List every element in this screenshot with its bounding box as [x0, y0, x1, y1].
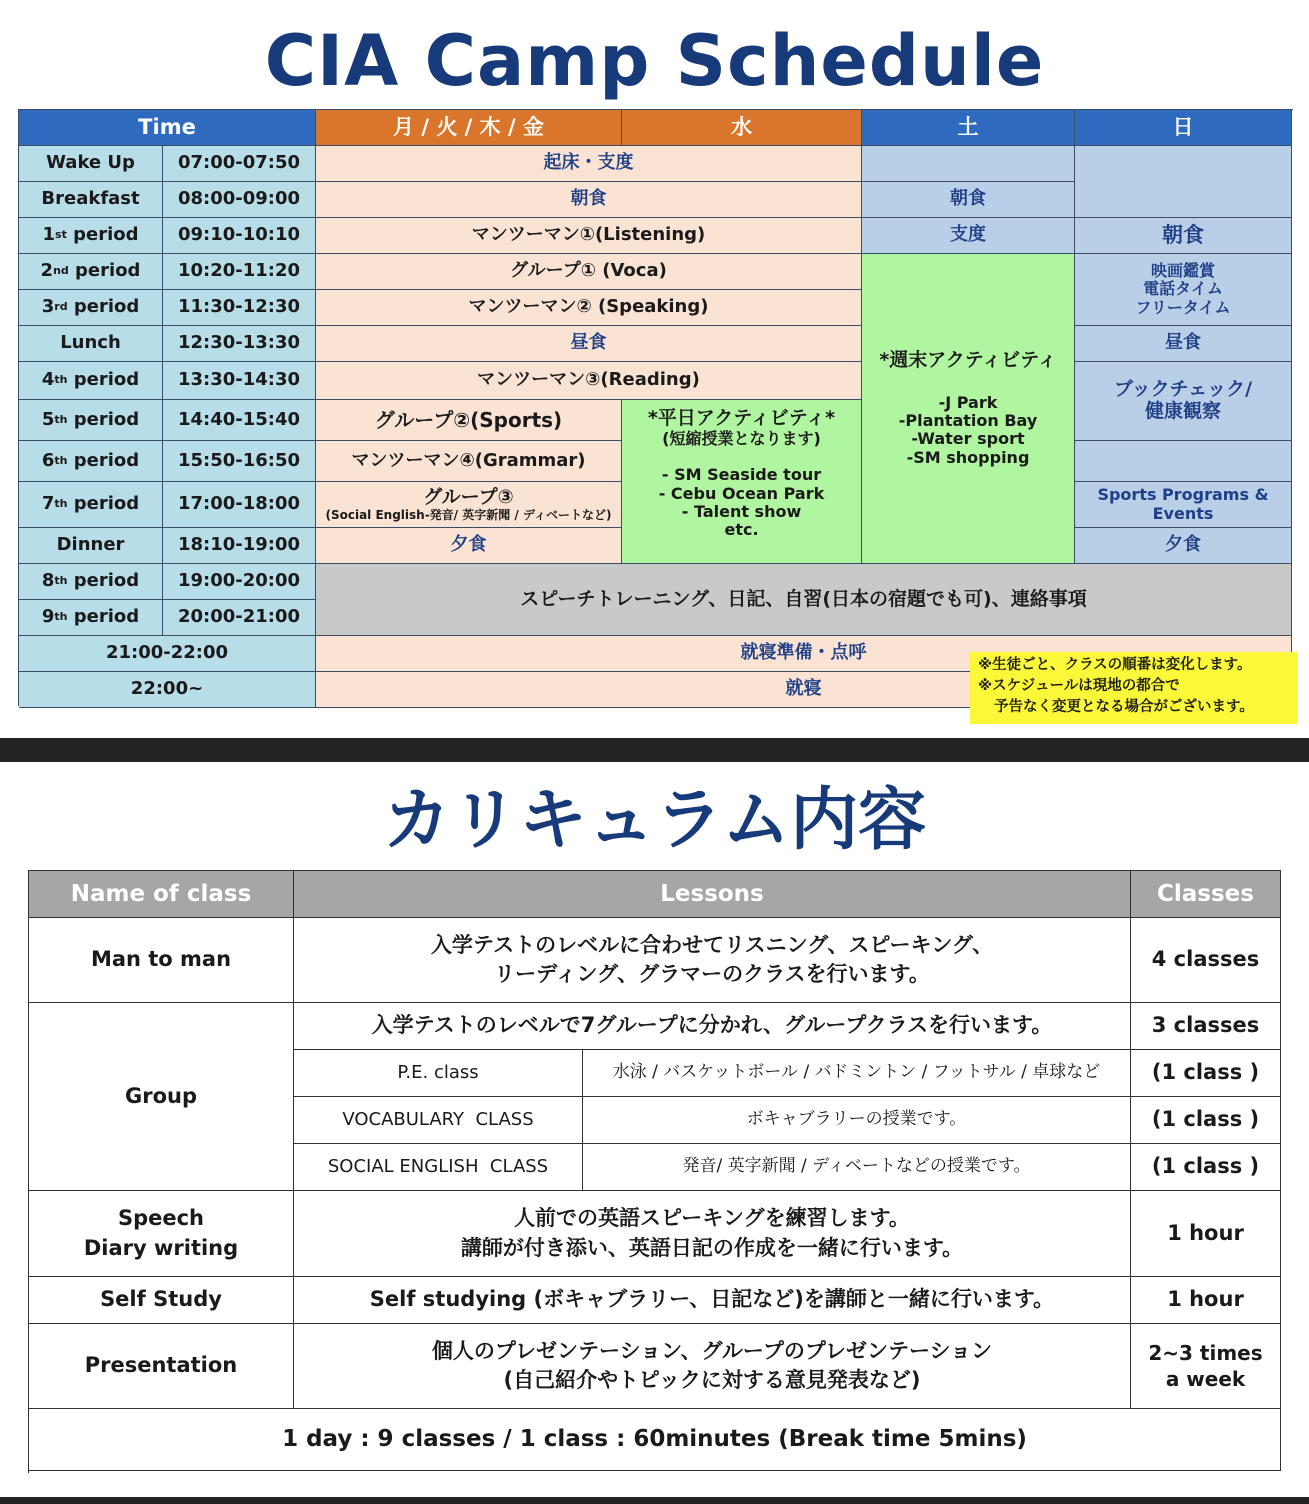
lesson-line: 入学テストのレベルに合わせてリスニング、スピーキング、 — [430, 932, 994, 957]
period-7-cell — [316, 482, 622, 528]
row-label: Wake Up — [19, 146, 163, 182]
header-time: Time — [19, 110, 316, 146]
row-time: 09:10-10:10 — [163, 218, 316, 254]
sun-programs — [1075, 482, 1292, 528]
row-time: 22:00~ — [19, 672, 316, 708]
sat-empty — [862, 146, 1075, 182]
row-time: 17:00-18:00 — [163, 482, 316, 528]
bedprep-cell: 就寝準備・点呼 — [316, 636, 1292, 672]
row-time: 15:50-16:50 — [163, 441, 316, 482]
header-weekdays: 月 / 火 / 木 / 金 — [316, 110, 622, 146]
speech-name-line: Diary writing — [83, 1235, 239, 1260]
sun-free-item: 電話タイム — [1143, 279, 1223, 299]
period-1-cell: マンツーマン①(Listening) — [316, 218, 862, 254]
header-name: Name of class — [29, 871, 294, 918]
lunch-cell: 昼食 — [316, 326, 862, 362]
presentation-count-line: 2~3 times — [1148, 1341, 1263, 1365]
row-time: 20:00-21:00 — [163, 600, 316, 636]
sun-empty — [1075, 441, 1292, 482]
row-time: 18:10-19:00 — [163, 528, 316, 564]
schedule-table — [18, 109, 1293, 706]
header-wednesday: 水 — [622, 110, 862, 146]
sun-breakfast: 朝食 — [1075, 218, 1292, 254]
row-time: 19:00-20:00 — [163, 564, 316, 600]
divider-band — [0, 738, 1309, 762]
period-2-cell: グループ① (Voca) — [316, 254, 862, 290]
wednesday-activity — [622, 400, 862, 564]
row-label: 9 th period — [19, 600, 163, 636]
schedule-note — [970, 652, 1298, 724]
sat-activity-item: -Water sport — [911, 429, 1025, 449]
presentation-name: Presentation — [29, 1324, 294, 1409]
wed-activity-title: *平日アクティビティ* — [647, 407, 836, 429]
row-time: 21:00-22:00 — [19, 636, 316, 672]
lesson-line: 人前での英語スピーキングを練習します。 — [514, 1206, 910, 1231]
sun-check-line: 健康観察 — [1144, 400, 1221, 422]
pe-class-desc: 水泳 / バスケットボール / バドミントン / フットサル / 卓球など — [583, 1050, 1131, 1097]
period-4-cell: マンツーマン③(Reading) — [316, 362, 862, 400]
lesson-line: (自己紹介やトピックに対する意見発表など) — [503, 1368, 921, 1392]
header-classes: Classes — [1131, 871, 1281, 918]
period-3-cell: マンツーマン② (Speaking) — [316, 290, 862, 326]
row-label: 5 th period — [19, 400, 163, 441]
row-time: 11:30-12:30 — [163, 290, 316, 326]
row-time: 14:40-15:40 — [163, 400, 316, 441]
sat-activity-title: *週末アクティビティ — [879, 348, 1057, 371]
row-time: 08:00-09:00 — [163, 182, 316, 218]
sat-breakfast: 朝食 — [862, 182, 1075, 218]
sun-dinner: 夕食 — [1075, 528, 1292, 564]
evening-cell: スピーチトレーニング、日記、自習(日本の宿題でも可)、連絡事項 — [316, 564, 1292, 636]
presentation-lesson — [294, 1324, 1131, 1409]
wed-activity-item: - SM Seaside tour — [661, 465, 822, 485]
row-label: 8 th period — [19, 564, 163, 600]
wake-cell: 起床・支度 — [316, 146, 862, 182]
wed-activity-item: etc. — [724, 520, 759, 540]
lesson-line: 個人のプレゼンテーション、グループのプレゼンテーション — [431, 1338, 993, 1363]
dinner-cell: 夕食 — [316, 528, 622, 564]
sun-free — [1075, 254, 1292, 326]
sleep-cell: 就寝 — [316, 672, 1292, 708]
sun-programs-line: Events — [1152, 503, 1214, 523]
speech-name — [29, 1191, 294, 1277]
period-7-title: グループ③ — [423, 485, 514, 508]
curriculum-footer: 1 day : 9 classes / 1 class : 60minutes (Break time 5mins) — [29, 1409, 1281, 1471]
sun-programs-line: Sports Programs & — [1097, 485, 1269, 505]
social-class-count: (1 class ) — [1131, 1144, 1281, 1191]
row-label: Dinner — [19, 528, 163, 564]
speech-name-line: Speech — [117, 1206, 205, 1231]
note-line: 予告なく変更となる場合がございます。 — [994, 699, 1254, 715]
period-5-cell: グループ②(Sports) — [316, 400, 622, 441]
curriculum-table — [28, 870, 1281, 1473]
schedule-title: CIA Camp Schedule — [264, 20, 1045, 102]
lesson-line: 講師が付き添い、英語日記の作成を一緒に行います。 — [460, 1235, 964, 1260]
wed-activity-item: - Talent show — [681, 502, 802, 522]
row-time: 13:30-14:30 — [163, 362, 316, 400]
breakfast-cell: 朝食 — [316, 182, 862, 218]
header-sunday: 日 — [1075, 110, 1292, 146]
bottom-band — [0, 1497, 1309, 1504]
row-time: 10:20-11:20 — [163, 254, 316, 290]
sun-empty — [1075, 146, 1292, 218]
sun-check — [1075, 362, 1292, 441]
note-line: ※生徒ごと、クラスの順番は変化します。 — [978, 657, 1252, 673]
self-study-classes: 1 hour — [1131, 1277, 1281, 1324]
sat-activity-item: -J Park — [938, 392, 998, 412]
row-label: 2 nd period — [19, 254, 163, 290]
header-saturday: 土 — [862, 110, 1075, 146]
row-label: 4 th period — [19, 362, 163, 400]
row-time: 07:00-07:50 — [163, 146, 316, 182]
note-line: ※スケジュールは現地の都合で — [978, 678, 1180, 694]
row-label: 7 th period — [19, 482, 163, 528]
man-to-man-classes: 4 classes — [1131, 918, 1281, 1003]
lesson-line: リーディング、グラマーのクラスを行います。 — [494, 962, 930, 986]
sun-free-item: フリータイム — [1135, 297, 1231, 317]
vocab-class-desc: ボキャブラリーの授業です。 — [583, 1097, 1131, 1144]
social-class-desc: 発音/ 英字新聞 / ディベートなどの授業です。 — [583, 1144, 1131, 1191]
row-label: 6 th period — [19, 441, 163, 482]
row-label: Breakfast — [19, 182, 163, 218]
sat-prep: 支度 — [862, 218, 1075, 254]
group-lesson: 入学テストのレベルで7グループに分かれ、グループクラスを行います。 — [294, 1003, 1131, 1050]
period-7-sub: (Social English-発音/ 英字新聞 / ディベートなど) — [325, 507, 612, 522]
curriculum-title: カリキュラム内容 — [382, 781, 927, 860]
wed-activity-item: - Cebu Ocean Park — [658, 483, 825, 503]
saturday-activity — [862, 254, 1075, 564]
pe-class-name: P.E. class — [294, 1050, 583, 1097]
period-6-cell: マンツーマン④(Grammar) — [316, 441, 622, 482]
sun-check-line: ブックチェック/ — [1113, 378, 1253, 401]
sun-free-item: 映画鑑賞 — [1150, 260, 1215, 280]
sat-activity-item: -SM shopping — [906, 447, 1030, 467]
row-label: 1 st period — [19, 218, 163, 254]
sun-lunch: 昼食 — [1075, 326, 1292, 362]
row-label: 3 rd period — [19, 290, 163, 326]
man-to-man-name: Man to man — [29, 918, 294, 1003]
header-lessons: Lessons — [294, 871, 1131, 918]
sat-activity-item: -Plantation Bay — [898, 411, 1038, 431]
presentation-count-line: a week — [1165, 1367, 1246, 1391]
vocab-class-name: VOCABULARY CLASS — [294, 1097, 583, 1144]
group-classes: 3 classes — [1131, 1003, 1281, 1050]
speech-lesson — [294, 1191, 1131, 1277]
man-to-man-lesson — [294, 918, 1131, 1003]
vocab-class-count: (1 class ) — [1131, 1097, 1281, 1144]
self-study-name: Self Study — [29, 1277, 294, 1324]
row-time: 12:30-13:30 — [163, 326, 316, 362]
row-label: Lunch — [19, 326, 163, 362]
group-name: Group — [29, 1003, 294, 1191]
presentation-classes — [1131, 1324, 1281, 1409]
speech-classes: 1 hour — [1131, 1191, 1281, 1277]
self-study-lesson: Self studying (ボキャブラリー、日記など)を講師と一緒に行います。 — [294, 1277, 1131, 1324]
pe-class-count: (1 class ) — [1131, 1050, 1281, 1097]
social-class-name: SOCIAL ENGLISH CLASS — [294, 1144, 583, 1191]
wed-activity-sub: (短縮授業となります) — [662, 428, 821, 448]
